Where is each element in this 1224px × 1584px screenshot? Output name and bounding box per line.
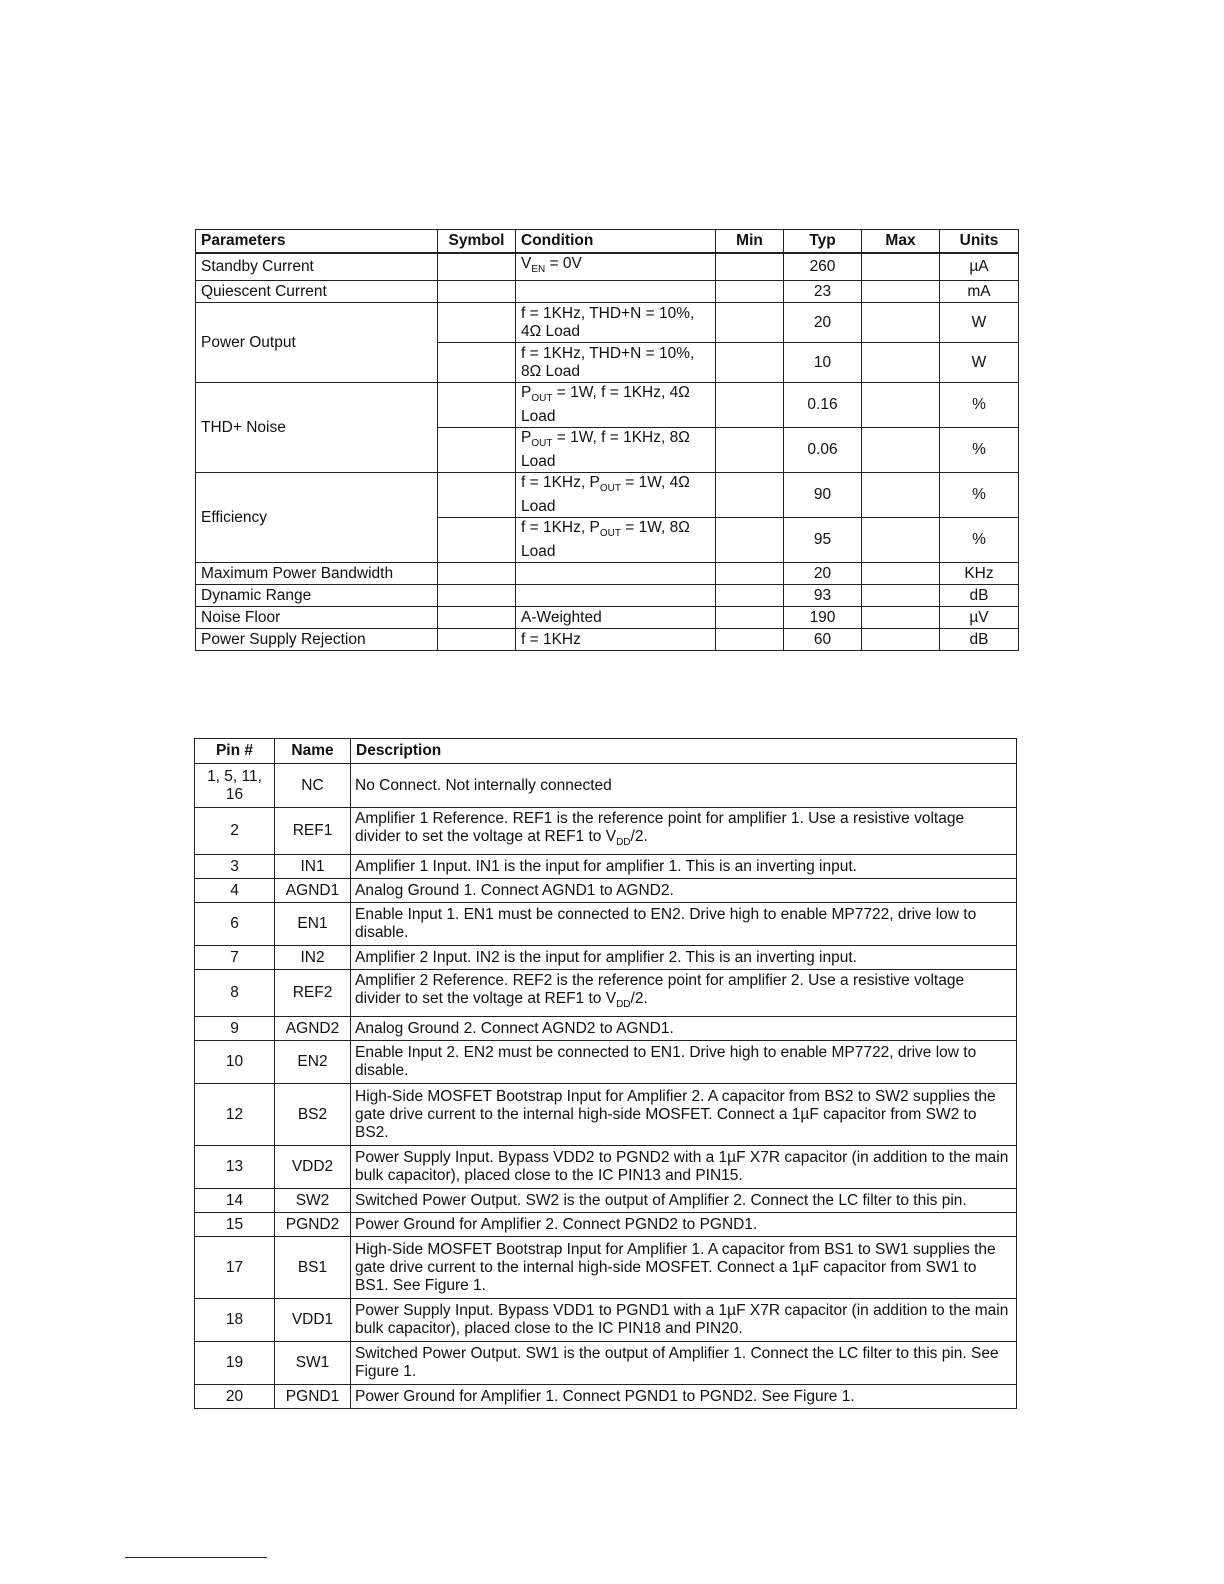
pin-number-cell: 8	[195, 970, 275, 1017]
header-condition: Condition	[516, 230, 716, 254]
pin-description-cell: Power Ground for Amplifier 2. Connect PGND2 to PGND1.	[351, 1213, 1017, 1237]
condition-cell: f = 1KHz, $P_{OUT} = 1W$, 4Ω Load	[516, 473, 716, 518]
pin-name-cell: REF1	[275, 808, 351, 855]
footer-rule	[125, 1557, 267, 1558]
typ-cell: 0.16	[784, 383, 862, 428]
table-row	[195, 808, 1017, 855]
units-cell: µA	[940, 253, 1019, 281]
pin-name-cell: REF2	[275, 970, 351, 1017]
pin-name-cell: SW1	[275, 1342, 351, 1385]
max-cell	[862, 383, 940, 428]
pin-name-cell: IN1	[275, 855, 351, 879]
electrical-characteristics-table	[195, 229, 1019, 651]
symbol-cell	[438, 518, 516, 563]
table-row	[196, 473, 1019, 518]
pin-number-cell: 19	[195, 1342, 275, 1385]
pin-description-cell: Switched Power Output. SW1 is the output of Amplifier 1. Connect the LC filter to this pin. See Figure 1.	[351, 1342, 1017, 1385]
table-header-row	[195, 739, 1017, 764]
max-cell	[862, 585, 940, 607]
header-parameters: Parameters	[196, 230, 438, 254]
table-row	[195, 1299, 1017, 1342]
table-row	[195, 1385, 1017, 1409]
condition-cell: $P_{OUT} = 1W$, f = 1KHz, 8Ω Load	[516, 428, 716, 473]
pin-name-cell: VDD1	[275, 1299, 351, 1342]
units-cell: %	[940, 473, 1019, 518]
min-cell	[716, 281, 784, 303]
min-cell	[716, 383, 784, 428]
units-cell: W	[940, 343, 1019, 383]
max-cell	[862, 518, 940, 563]
pin-name-cell: AGND2	[275, 1017, 351, 1041]
min-cell	[716, 607, 784, 629]
condition-cell	[516, 563, 716, 585]
param-cell: Dynamic Range	[196, 585, 438, 607]
typ-cell: 90	[784, 473, 862, 518]
pin-number-cell: 18	[195, 1299, 275, 1342]
table-row	[195, 970, 1017, 1017]
max-cell	[862, 343, 940, 383]
max-cell	[862, 281, 940, 303]
param-cell: THD+ Noise	[196, 383, 438, 473]
pin-name-cell: PGND1	[275, 1385, 351, 1409]
typ-cell: 10	[784, 343, 862, 383]
table-header-row	[196, 230, 1019, 254]
max-cell	[862, 563, 940, 585]
param-cell: Quiescent Current	[196, 281, 438, 303]
pin-description-cell: High-Side MOSFET Bootstrap Input for Amplifier 1. A capacitor from BS1 to SW1 supplies the gate drive current to the internal high-side MOSFET. Connect a 1µF capacitor from SW1 to BS1. See Figure 1.	[351, 1237, 1017, 1299]
table-row	[196, 607, 1019, 629]
units-cell: W	[940, 303, 1019, 343]
table-row	[195, 1146, 1017, 1189]
table-row	[196, 281, 1019, 303]
header-description: Description	[351, 739, 1017, 764]
pin-name-cell: BS2	[275, 1084, 351, 1146]
pin-name-cell: SW2	[275, 1189, 351, 1213]
pin-name-cell: PGND2	[275, 1213, 351, 1237]
pin-description-cell: Amplifier 1 Input. IN1 is the input for amplifier 1. This is an inverting input.	[351, 855, 1017, 879]
param-cell: Power Supply Rejection	[196, 629, 438, 651]
header-max: Max	[862, 230, 940, 254]
symbol-cell	[438, 607, 516, 629]
min-cell	[716, 518, 784, 563]
max-cell	[862, 303, 940, 343]
units-cell: %	[940, 518, 1019, 563]
header-name: Name	[275, 739, 351, 764]
pin-description-cell: Analog Ground 2. Connect AGND2 to AGND1.	[351, 1017, 1017, 1041]
pin-description-cell: Switched Power Output. SW2 is the output of Amplifier 2. Connect the LC filter to this pin.	[351, 1189, 1017, 1213]
units-cell: KHz	[940, 563, 1019, 585]
header-symbol: Symbol	[438, 230, 516, 254]
pin-name-cell: EN2	[275, 1041, 351, 1084]
pin-number-cell: 7	[195, 946, 275, 970]
units-cell: %	[940, 428, 1019, 473]
pin-number-cell: 9	[195, 1017, 275, 1041]
pin-number-cell: 12	[195, 1084, 275, 1146]
symbol-cell	[438, 253, 516, 281]
param-cell: Standby Current	[196, 253, 438, 281]
pin-name-cell: AGND1	[275, 879, 351, 903]
table-row	[195, 1017, 1017, 1041]
typ-cell: 93	[784, 585, 862, 607]
min-cell	[716, 343, 784, 383]
pin-description-table	[194, 738, 1017, 1409]
symbol-cell	[438, 629, 516, 651]
pin-name-cell: VDD2	[275, 1146, 351, 1189]
symbol-cell	[438, 281, 516, 303]
pin-number-cell: 15	[195, 1213, 275, 1237]
typ-cell: 20	[784, 563, 862, 585]
symbol-cell	[438, 473, 516, 518]
pin-name-cell: BS1	[275, 1237, 351, 1299]
condition-cell	[516, 281, 716, 303]
pin-number-cell: 14	[195, 1189, 275, 1213]
pin-description-cell: Amplifier 2 Reference. REF2 is the reference point for amplifier 2. Use a resistive voltage divider to set the voltage at REF1 to $V_{DD}/2$.	[351, 970, 1017, 1017]
pin-number-cell: 20	[195, 1385, 275, 1409]
param-cell: Noise Floor	[196, 607, 438, 629]
condition-cell: f = 1KHz, $P_{OUT} = 1W$, 8Ω Load	[516, 518, 716, 563]
units-cell: mA	[940, 281, 1019, 303]
condition-cell: A-Weighted	[516, 607, 716, 629]
pin-number-cell: 2	[195, 808, 275, 855]
header-typ: Typ	[784, 230, 862, 254]
table-row	[196, 563, 1019, 585]
pin-description-cell: Power Supply Input. Bypass VDD2 to PGND2 with a 1µF X7R capacitor (in addition to the main bulk capacitor), placed close to the IC PIN13 and PIN15.	[351, 1146, 1017, 1189]
table-row	[195, 855, 1017, 879]
pin-description-cell: Enable Input 1. EN1 must be connected to EN2. Drive high to enable MP7722, drive low to disable.	[351, 903, 1017, 946]
max-cell	[862, 428, 940, 473]
table-row	[196, 383, 1019, 428]
typ-cell: 260	[784, 253, 862, 281]
param-cell: Efficiency	[196, 473, 438, 563]
table-row	[195, 764, 1017, 808]
table-row	[195, 946, 1017, 970]
pin-number-cell: 13	[195, 1146, 275, 1189]
table-row	[196, 629, 1019, 651]
pin-description-cell: Amplifier 1 Reference. REF1 is the reference point for amplifier 1. Use a resistive voltage divider to set the voltage at REF1 to $V_{DD}/2$.	[351, 808, 1017, 855]
table-row	[195, 1041, 1017, 1084]
table-row	[195, 1237, 1017, 1299]
min-cell	[716, 428, 784, 473]
pin-number-cell: 6	[195, 903, 275, 946]
table-row	[195, 879, 1017, 903]
table-row	[195, 1213, 1017, 1237]
symbol-cell	[438, 303, 516, 343]
condition-cell: f = 1KHz, THD+N = 10%, 8Ω Load	[516, 343, 716, 383]
pin-number-cell: 1, 5, 11, 16	[195, 764, 275, 808]
symbol-cell	[438, 563, 516, 585]
header-min: Min	[716, 230, 784, 254]
condition-cell	[516, 585, 716, 607]
units-cell: dB	[940, 629, 1019, 651]
typ-cell: 0.06	[784, 428, 862, 473]
min-cell	[716, 585, 784, 607]
min-cell	[716, 563, 784, 585]
condition-cell: f = 1KHz	[516, 629, 716, 651]
pin-description-cell: Amplifier 2 Input. IN2 is the input for amplifier 2. This is an inverting input.	[351, 946, 1017, 970]
pin-description-cell: High-Side MOSFET Bootstrap Input for Amplifier 2. A capacitor from BS2 to SW2 supplies the gate drive current to the internal high-side MOSFET. Connect a 1µF capacitor from SW2 to BS2.	[351, 1084, 1017, 1146]
max-cell	[862, 253, 940, 281]
typ-cell: 60	[784, 629, 862, 651]
min-cell	[716, 473, 784, 518]
pin-number-cell: 10	[195, 1041, 275, 1084]
table-row	[195, 1189, 1017, 1213]
max-cell	[862, 607, 940, 629]
units-cell: dB	[940, 585, 1019, 607]
symbol-cell	[438, 383, 516, 428]
table-row	[196, 585, 1019, 607]
pin-name-cell: NC	[275, 764, 351, 808]
max-cell	[862, 629, 940, 651]
pin-name-cell: EN1	[275, 903, 351, 946]
header-pin: Pin #	[195, 739, 275, 764]
param-cell: Maximum Power Bandwidth	[196, 563, 438, 585]
table-row	[196, 303, 1019, 343]
min-cell	[716, 629, 784, 651]
pin-description-cell: No Connect. Not internally connected	[351, 764, 1017, 808]
min-cell	[716, 303, 784, 343]
typ-cell: 95	[784, 518, 862, 563]
condition-cell: f = 1KHz, THD+N = 10%, 4Ω Load	[516, 303, 716, 343]
max-cell	[862, 473, 940, 518]
typ-cell: 190	[784, 607, 862, 629]
pin-name-cell: IN2	[275, 946, 351, 970]
table-row	[195, 1084, 1017, 1146]
symbol-cell	[438, 343, 516, 383]
header-units: Units	[940, 230, 1019, 254]
symbol-cell	[438, 585, 516, 607]
pin-number-cell: 3	[195, 855, 275, 879]
table-row	[195, 1342, 1017, 1385]
table-row	[195, 903, 1017, 946]
units-cell: µV	[940, 607, 1019, 629]
symbol-cell	[438, 428, 516, 473]
pin-number-cell: 17	[195, 1237, 275, 1299]
table-row	[196, 253, 1019, 281]
param-cell: Power Output	[196, 303, 438, 383]
pin-description-cell: Power Supply Input. Bypass VDD1 to PGND1 with a 1µF X7R capacitor (in addition to the main bulk capacitor), placed close to the IC PIN18 and PIN20.	[351, 1299, 1017, 1342]
pin-description-cell: Analog Ground 1. Connect AGND1 to AGND2.	[351, 879, 1017, 903]
min-cell	[716, 253, 784, 281]
condition-cell: $P_{OUT} = 1W$, f = 1KHz, 4Ω Load	[516, 383, 716, 428]
pin-description-cell: Enable Input 2. EN2 must be connected to EN1. Drive high to enable MP7722, drive low to disable.	[351, 1041, 1017, 1084]
units-cell: %	[940, 383, 1019, 428]
typ-cell: 23	[784, 281, 862, 303]
typ-cell: 20	[784, 303, 862, 343]
pin-number-cell: 4	[195, 879, 275, 903]
pin-description-cell: Power Ground for Amplifier 1. Connect PGND1 to PGND2. See Figure 1.	[351, 1385, 1017, 1409]
condition-cell: $V_{EN} = 0V$	[516, 253, 716, 281]
